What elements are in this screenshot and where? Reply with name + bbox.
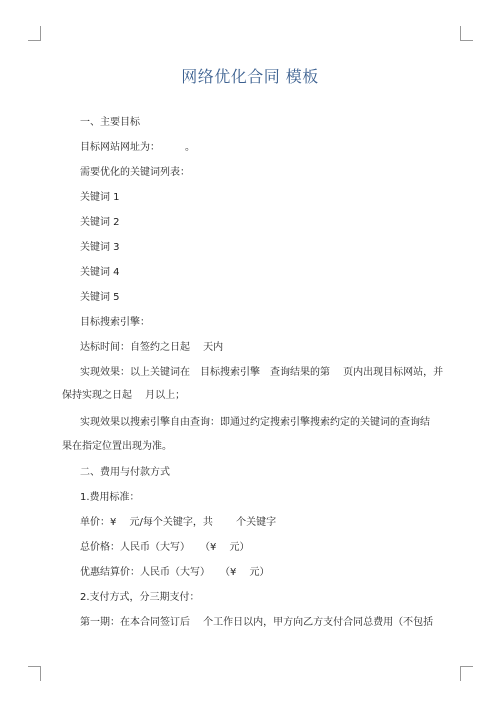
paragraph: 需要优化的关键词列表： xyxy=(80,167,190,178)
paragraph: 第一期：在本合同签订后 个工作日以内，甲方向乙方支付合同总费用（不包括 xyxy=(80,617,434,628)
paragraph: 单价：¥ 元/每个关键字，共 个关键字 xyxy=(80,517,277,528)
paragraph: 优惠结算价：人民币（大写） （¥ 元） xyxy=(80,567,270,578)
paragraph: 总价格：人民币（大写） （¥ 元） xyxy=(80,542,250,553)
paragraph: 1.费用标准： xyxy=(80,492,140,503)
paragraph: 实现效果：以上关键词在 目标搜索引擎 查询结果的第 页内出现目标网站，并 xyxy=(80,367,444,378)
crop-mark-bottom-left xyxy=(28,666,41,681)
paragraph-continuation: 果在指定位置出现为准。 xyxy=(62,441,172,452)
keyword-item: 关键词 1 xyxy=(80,192,120,203)
crop-mark-top-right xyxy=(460,26,473,41)
section-heading: 二、费用与付款方式 xyxy=(80,467,170,478)
crop-mark-bottom-right xyxy=(460,666,473,681)
paragraph: 目标网站网址为： 。 xyxy=(80,142,195,153)
paragraph-continuation: 保持实现之日起 月以上； xyxy=(62,390,186,401)
document-title: 网络优化合同 模板 xyxy=(181,67,319,86)
section-heading: 一、主要目标 xyxy=(80,117,140,128)
paragraph: 目标搜索引擎： xyxy=(80,317,150,328)
keyword-item: 关键词 5 xyxy=(80,292,120,303)
crop-mark-top-left xyxy=(28,26,41,41)
paragraph: 2.支付方式，分三期支付： xyxy=(80,592,200,603)
paragraph: 实现效果以搜索引擎自由查询：即通过约定搜索引擎搜索约定的关键词的查询结 xyxy=(80,417,430,428)
keyword-item: 关键词 3 xyxy=(80,242,120,253)
keyword-item: 关键词 2 xyxy=(80,217,120,228)
keyword-item: 关键词 4 xyxy=(80,267,120,278)
paragraph: 达标时间：自签约之日起 天内 xyxy=(80,342,224,353)
